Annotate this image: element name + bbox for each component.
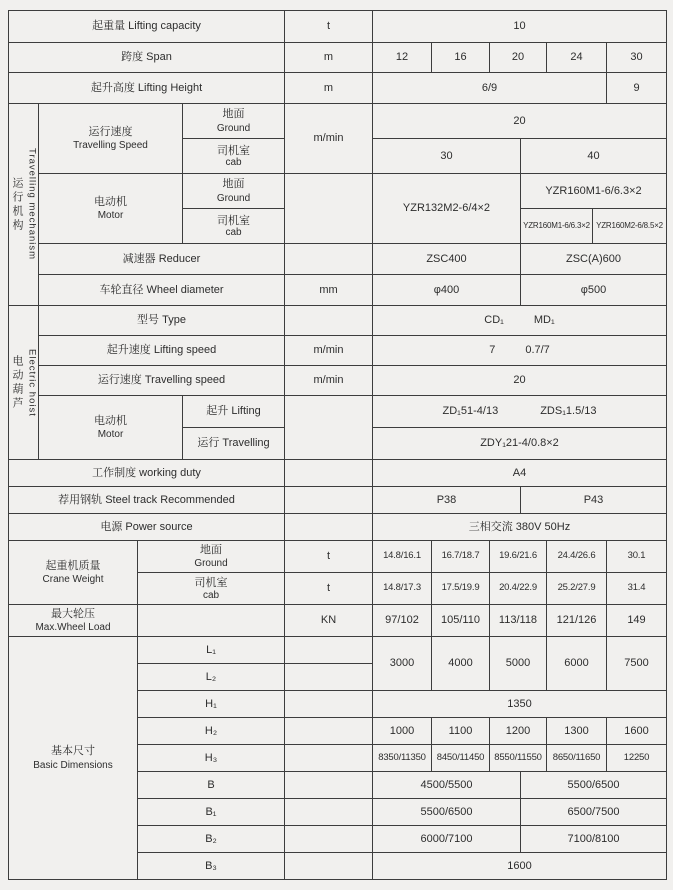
hoist-motor-lifting-value-a: ZD₁51-4/13 (442, 405, 499, 418)
tm-motor-unit-empty (284, 173, 372, 243)
span-unit: m (284, 42, 372, 72)
dim-B1-value-left: 5500/6500 (372, 798, 520, 825)
crane-weight-label (8, 540, 137, 604)
dim-H1-label: H₁ (137, 690, 284, 717)
speed-cab-sublabel (182, 138, 284, 173)
reducer-unit-empty (284, 243, 372, 274)
working-duty-label: 工作制度 working duty (8, 459, 284, 486)
hoist-travelling-speed-label: 运行速度 Travelling speed (38, 365, 284, 395)
speed-ground-value: 20 (372, 103, 666, 138)
crane-weight-cab-value: 31.4 (606, 572, 666, 604)
hoist-lifting-speed-label: 起升速度 Lifting speed (38, 335, 284, 365)
steel-track-value-left: P38 (372, 486, 520, 513)
lifting-height-value-30: 9 (606, 72, 666, 103)
speed-cab-en: cab (225, 157, 242, 169)
dim-L-value: 5000 (489, 636, 546, 690)
dim-H3-value: 8350/11350 (372, 744, 431, 771)
tm-motor-ground-sublabel (182, 173, 284, 208)
travelling-mechanism-zh: 运行机构 (10, 176, 23, 233)
speed-ground-zh: 地面 (222, 108, 245, 121)
dim-B1-value-right: 6500/7500 (520, 798, 666, 825)
dim-H3-label: H₃ (137, 744, 284, 771)
steel-track-label: 荐用钢轨 Steel track Recommended (8, 486, 284, 513)
tm-motor-ground-zh: 地面 (222, 178, 245, 191)
dim-H2-value: 1600 (606, 717, 666, 744)
lifting-height-unit: m (284, 72, 372, 103)
crane-weight-cab-unit: t (284, 572, 372, 604)
wheel-diameter-label: 车轮直径 Wheel diameter (38, 274, 284, 305)
travelling-mechanism-section-label (8, 103, 38, 305)
wheel-diameter-unit: mm (284, 274, 372, 305)
hoist-type-value-b: MD₁ (533, 314, 555, 327)
dim-B1-label: B₁ (137, 798, 284, 825)
tm-motor-value-right-bottom-left: YZR160M1-6/6.3×2 (520, 208, 592, 243)
lifting-capacity-unit: t (284, 10, 372, 42)
tm-motor-cab-en: cab (225, 227, 242, 239)
travelling-speed-en: Travelling Speed (73, 140, 148, 152)
crane-weight-ground-value: 16.7/18.7 (431, 540, 489, 572)
dim-H3-value: 8450/11450 (431, 744, 489, 771)
steel-track-unit-empty (284, 486, 372, 513)
max-wheel-load-value: 97/102 (372, 604, 431, 636)
hoist-lifting-speed-value-b: 0.7/7 (525, 344, 550, 357)
dim-unit-empty (284, 744, 372, 771)
basic-dimensions-label (8, 636, 137, 879)
crane-spec-table (8, 10, 667, 880)
max-wheel-load-value: 113/118 (489, 604, 546, 636)
span-value-24: 24 (546, 42, 606, 72)
dim-unit-empty (284, 771, 372, 798)
crane-weight-cab-sublabel (137, 572, 284, 604)
working-duty-unit-empty (284, 459, 372, 486)
crane-weight-cab-value: 17.5/19.9 (431, 572, 489, 604)
hoist-lifting-speed-value-a: 7 (489, 344, 496, 357)
crane-weight-ground-sublabel (137, 540, 284, 572)
tm-motor-en: Motor (97, 210, 124, 222)
dim-L-value: 7500 (606, 636, 666, 690)
hoist-motor-lifting-value-b: ZDS₁1.5/13 (540, 405, 597, 418)
speed-ground-en: Ground (216, 122, 251, 134)
dim-L1-label: L₁ (137, 636, 284, 663)
crane-weight-zh: 起重机质量 (45, 559, 101, 572)
dim-H2-label: H₂ (137, 717, 284, 744)
crane-weight-ground-en: Ground (194, 558, 228, 570)
electric-hoist-en: Electric hoist (26, 348, 38, 417)
hoist-type-values (372, 305, 666, 335)
reducer-value-right: ZSC(A)600 (520, 243, 666, 274)
dim-unit-empty (284, 852, 372, 879)
crane-weight-ground-value: 24.4/26.6 (546, 540, 606, 572)
tm-motor-value-right-top: YZR160M1-6/6.3×2 (520, 173, 666, 208)
speed-unit: m/min (284, 103, 372, 173)
dim-B2-label: B₂ (137, 825, 284, 852)
dim-B2-value-right: 7100/8100 (520, 825, 666, 852)
max-wheel-load-value: 149 (606, 604, 666, 636)
dim-B3-value: 1600 (372, 852, 666, 879)
max-wheel-load-value: 105/110 (431, 604, 489, 636)
max-wheel-load-zh: 最大轮压 (51, 607, 95, 620)
crane-weight-ground-zh: 地面 (200, 543, 222, 556)
reducer-value-left: ZSC400 (372, 243, 520, 274)
dim-unit-empty (284, 825, 372, 852)
wheel-diameter-value-left: φ400 (372, 274, 520, 305)
dim-H3-value: 12250 (606, 744, 666, 771)
speed-cab-value-right: 40 (520, 138, 666, 173)
span-value-12: 12 (372, 42, 431, 72)
span-value-30: 30 (606, 42, 666, 72)
lifting-height-value-main: 6/9 (372, 72, 606, 103)
hoist-motor-travelling-sublabel: 运行 Travelling (182, 427, 284, 459)
wheel-diameter-value-right: φ500 (520, 274, 666, 305)
travelling-mechanism-en: Travelling mechanism (26, 148, 38, 261)
dim-B3-label: B₃ (137, 852, 284, 879)
dim-H3-value: 8550/11550 (489, 744, 546, 771)
tm-motor-value-right-bottom-right: YZR160M2-6/8.5×2 (592, 208, 666, 243)
crane-weight-cab-zh: 司机室 (194, 577, 228, 590)
hoist-motor-zh: 电动机 (94, 414, 127, 427)
hoist-travelling-speed-value: 20 (372, 365, 666, 395)
crane-weight-ground-unit: t (284, 540, 372, 572)
dim-L-value: 6000 (546, 636, 606, 690)
hoist-type-value-a: CD₁ (484, 314, 504, 327)
power-source-unit-empty (284, 513, 372, 540)
speed-cab-zh: 司机室 (217, 144, 250, 157)
steel-track-value-right: P43 (520, 486, 666, 513)
hoist-motor-en: Motor (97, 429, 124, 441)
dim-unit-empty (284, 798, 372, 825)
dim-L-value: 4000 (431, 636, 489, 690)
hoist-motor-travelling-value: ZDY₁21-4/0.8×2 (372, 427, 666, 459)
crane-weight-en: Crane Weight (42, 574, 104, 586)
hoist-motor-label (38, 395, 182, 459)
dim-L-value: 3000 (372, 636, 431, 690)
max-wheel-load-en: Max.Wheel Load (35, 622, 111, 634)
hoist-motor-unit-empty (284, 395, 372, 459)
dim-H2-value: 1100 (431, 717, 489, 744)
crane-weight-ground-value: 30.1 (606, 540, 666, 572)
dim-H1-value: 1350 (372, 690, 666, 717)
lifting-height-label: 起升高度 Lifting Height (8, 72, 284, 103)
max-wheel-load-value: 121/126 (546, 604, 606, 636)
dim-H2-value: 1200 (489, 717, 546, 744)
dim-B-value-left: 4500/5500 (372, 771, 520, 798)
crane-weight-ground-value: 19.6/21.6 (489, 540, 546, 572)
max-wheel-load-unit: KN (284, 604, 372, 636)
electric-hoist-section-label (8, 305, 38, 459)
dim-B-value-right: 5500/6500 (520, 771, 666, 798)
crane-weight-cab-value: 14.8/17.3 (372, 572, 431, 604)
dim-unit-empty (284, 636, 372, 663)
dim-H3-value: 8650/11650 (546, 744, 606, 771)
span-value-20: 20 (489, 42, 546, 72)
dim-unit-empty (284, 690, 372, 717)
crane-weight-cab-value: 20.4/22.9 (489, 572, 546, 604)
tm-motor-zh: 电动机 (94, 195, 127, 208)
working-duty-value: A4 (372, 459, 666, 486)
lifting-capacity-label: 起重量 Lifting capacity (8, 10, 284, 42)
speed-ground-sublabel (182, 103, 284, 138)
speed-cab-value-left: 30 (372, 138, 520, 173)
hoist-lifting-speed-values (372, 335, 666, 365)
tm-motor-cab-sublabel (182, 208, 284, 243)
dim-H2-value: 1300 (546, 717, 606, 744)
crane-weight-cab-en: cab (202, 589, 220, 601)
power-source-label: 电源 Power source (8, 513, 284, 540)
travelling-speed-zh: 运行速度 (88, 125, 133, 138)
crane-weight-ground-value: 14.8/16.1 (372, 540, 431, 572)
dim-H2-value: 1000 (372, 717, 431, 744)
dim-B-label: B (137, 771, 284, 798)
span-value-16: 16 (431, 42, 489, 72)
hoist-travelling-speed-unit: m/min (284, 365, 372, 395)
hoist-type-label: 型号 Type (38, 305, 284, 335)
basic-dimensions-en: Basic Dimensions (33, 759, 113, 771)
tm-motor-value-left: YZR132M2-6/4×2 (372, 173, 520, 243)
reducer-label: 减速器 Reducer (38, 243, 284, 274)
hoist-motor-lifting-values (372, 395, 666, 427)
electric-hoist-zh: 电动葫芦 (10, 354, 23, 411)
basic-dimensions-zh: 基本尺寸 (51, 745, 95, 758)
tm-motor-ground-en: Ground (216, 192, 251, 204)
lifting-capacity-value: 10 (372, 10, 666, 42)
tm-motor-label (38, 173, 182, 243)
dim-B2-value-left: 6000/7100 (372, 825, 520, 852)
span-label: 跨度 Span (8, 42, 284, 72)
hoist-motor-lifting-sublabel: 起升 Lifting (182, 395, 284, 427)
crane-weight-cab-value: 25.2/27.9 (546, 572, 606, 604)
tm-motor-cab-zh: 司机室 (217, 214, 250, 227)
hoist-lifting-speed-unit: m/min (284, 335, 372, 365)
dim-L2-label: L₂ (137, 663, 284, 690)
max-wheel-load-label (8, 604, 137, 636)
max-wheel-load-sublabel-empty (137, 604, 284, 636)
dim-unit-empty (284, 717, 372, 744)
hoist-type-unit-empty (284, 305, 372, 335)
power-source-value: 三相交流 380V 50Hz (372, 513, 666, 540)
dim-unit-empty (284, 663, 372, 690)
travelling-speed-label (38, 103, 182, 173)
